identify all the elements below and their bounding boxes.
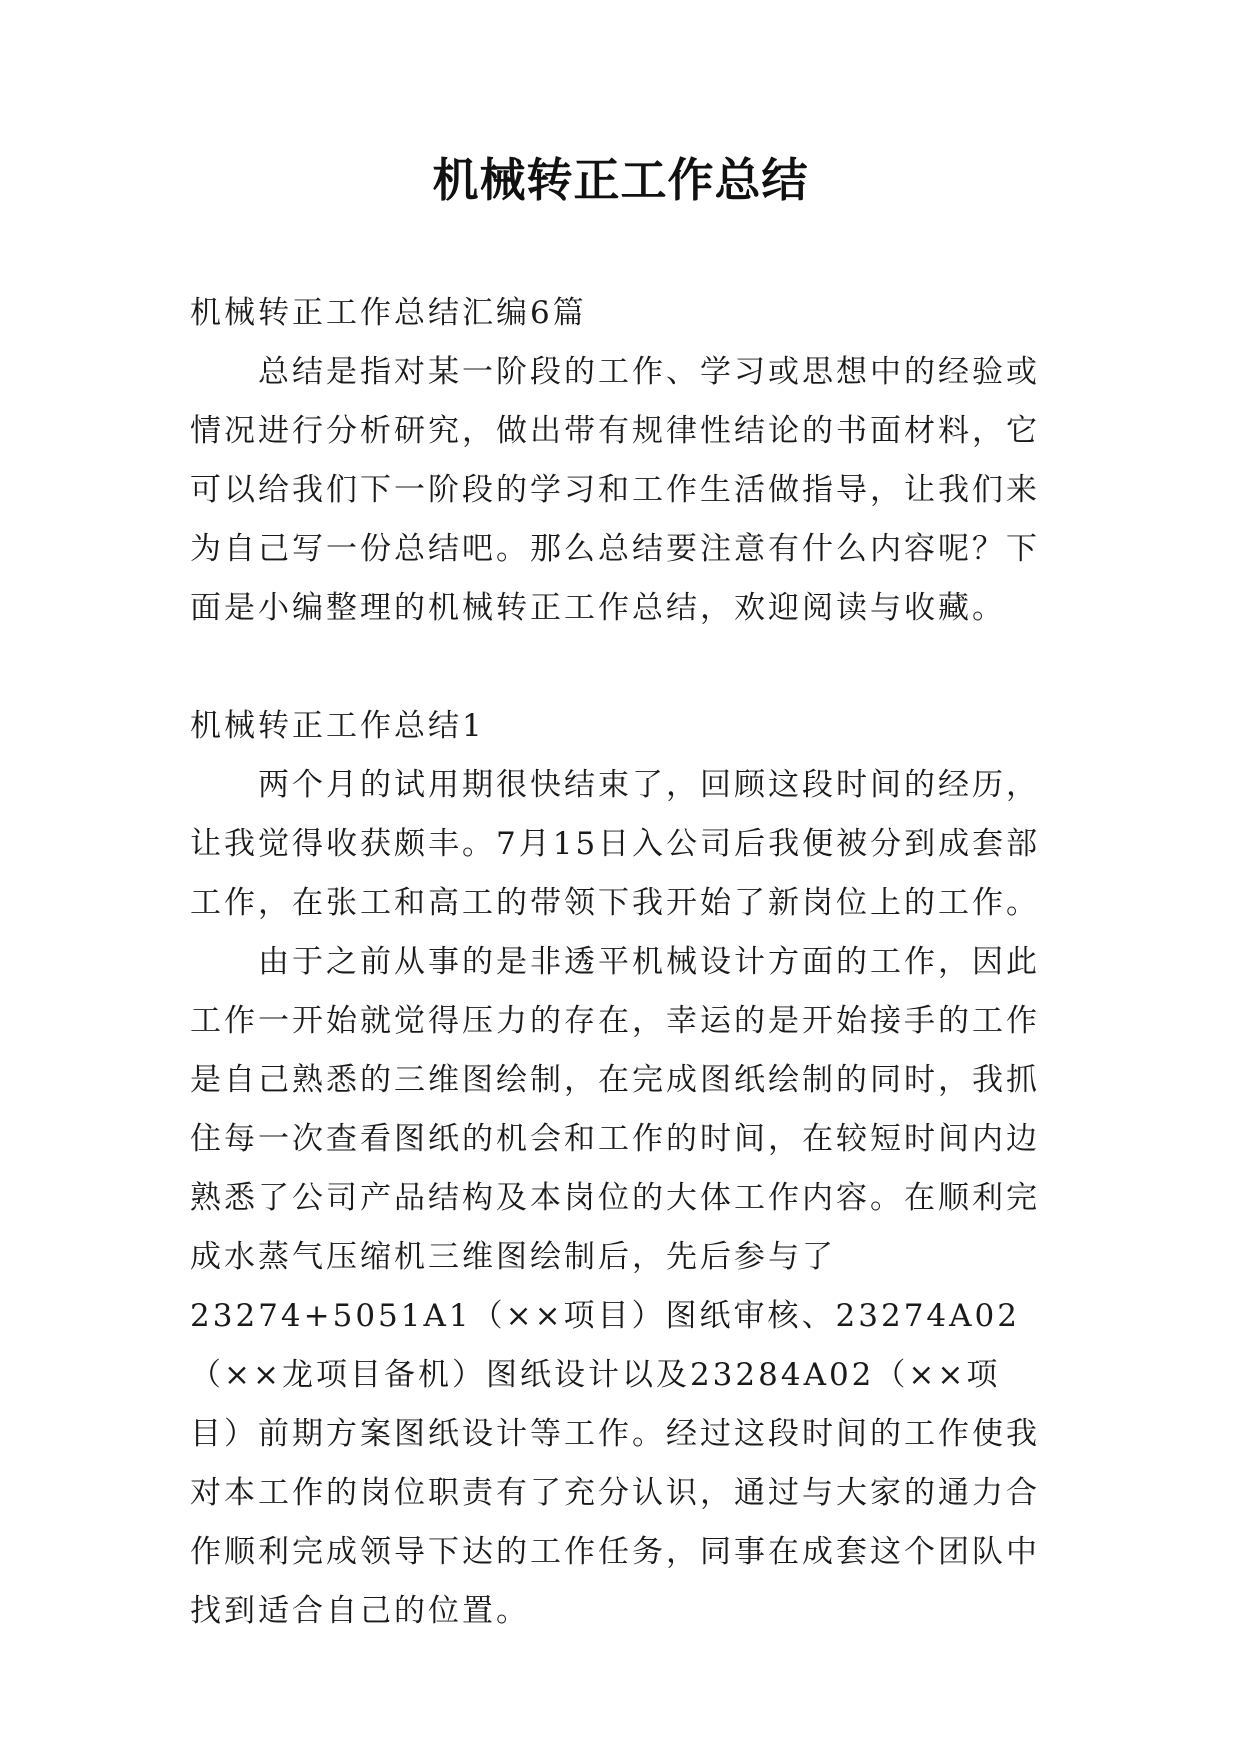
section-paragraph: 两个月的试用期很快结束了，回顾这段时间的经历，让我觉得收获颇丰。7月15日入公司后我便被分到成套部工作，在张工和高工的带领下我开始了新岗位上的工作。: [190, 767, 1041, 921]
document-title: 机械转正工作总结: [432, 153, 809, 207]
intro-paragraph: 总结是指对某一阶段的工作、学习或思想中的经验或情况进行分析研究，做出带有规律性结论的书面材料，它可以给我们下一阶段的学习和工作生活做指导，让我们来为自己写一份总结吧。那么总结要注意有什么内容呢？下面是小编整理的机械转正工作总结，欢迎阅读与收藏。: [190, 354, 1040, 626]
section-spacer: [190, 638, 1050, 697]
section-paragraph: 由于之前从事的是非透平机械设计方面的工作，因此工作一开始就觉得压力的存在，幸运的是开始接手的工作是自己熟悉的三维图绘制，在完成图纸绘制的同时，我抓住每一次查看图纸的机会和工作的时间，在较短时间内边熟悉了公司产品结构及本岗位的大体工作内容。在顺利完成水蒸气压缩机三维图绘制后，先后参与了23274+5051A1（××项目）图纸审核、23274A02（××龙项目备机）图纸设计以及23284A02（××项目）前期方案图纸设计等工作。经过这段时间的工作使我对本工作的岗位职责有了充分认识，通过与大家的通力合作顺利完成领导下达的工作任务，同事在成套这个团队中找到适合自己的位置。: [190, 944, 1040, 1629]
collection-heading: 机械转正工作总结汇编6篇: [190, 295, 587, 331]
document-body: [190, 284, 1050, 1641]
section-heading: 机械转正工作总结1: [190, 708, 485, 744]
